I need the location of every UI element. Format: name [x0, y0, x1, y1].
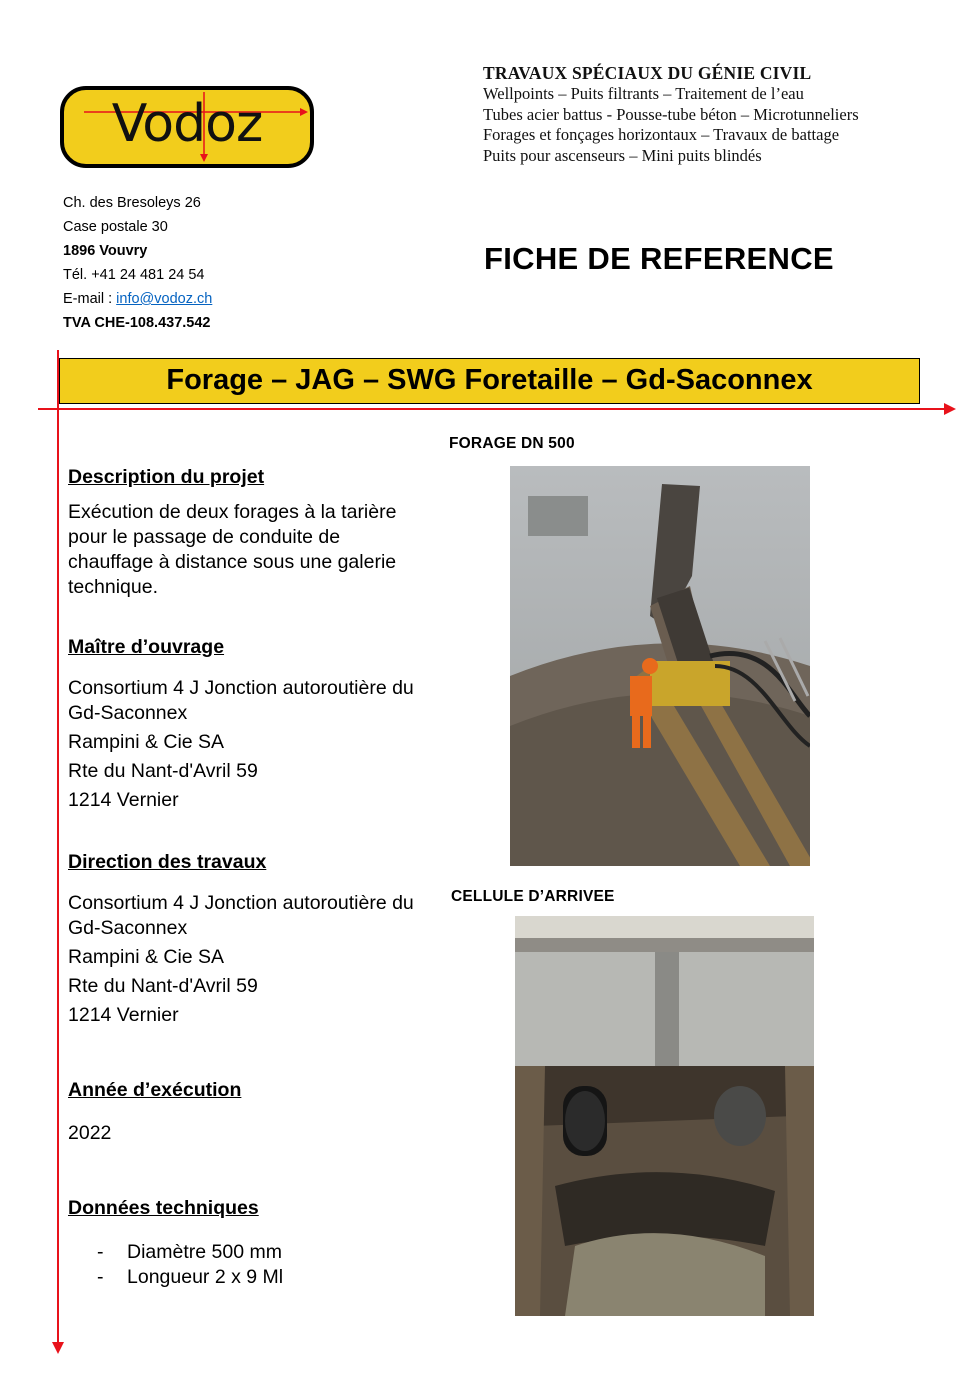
direction-line: 1214 Vernier — [68, 1004, 179, 1026]
owner-line: Rampini & Cie SA — [68, 731, 225, 753]
technical-item — [97, 1240, 283, 1265]
address-city: 1896 Vouvry — [63, 243, 148, 259]
owner-line: Consortium 4 J Jonction autoroutière du Gd-Saconnex — [68, 677, 414, 724]
services-line: Puits pour ascenseurs – Mini puits blindés — [483, 145, 762, 165]
description-heading: Description du projet — [68, 466, 265, 488]
owner-line: Rte du Nant-d'Avril 59 — [68, 760, 258, 782]
services-line: Wellpoints – Puits filtrants – Traitement de l’eau — [483, 84, 804, 103]
logo-text: Vodoz — [111, 94, 263, 154]
year-value: 2022 — [68, 1122, 112, 1144]
down-arrow-icon — [52, 1342, 64, 1354]
year-heading: Année d’exécution — [68, 1079, 242, 1101]
project-title-band: Forage – JAG – SWG Foretaille – Gd-Saconnex — [59, 358, 920, 404]
owner-line: 1214 Vernier — [68, 789, 179, 811]
services-line: Forages et fonçages horizontaux – Travaux de battage — [483, 125, 840, 144]
address-email-row — [63, 287, 212, 311]
red-vertical-line — [57, 350, 59, 1344]
direction-line: Rampini & Cie SA — [68, 946, 225, 968]
arrival-cell-photo — [515, 916, 814, 1316]
address-street: Ch. des Bresoleys 26 — [63, 195, 201, 211]
technical-item-text: Diamètre 500 mm — [127, 1241, 282, 1263]
services-title: TRAVAUX SPÉCIAUX DU GÉNIE CIVIL — [483, 63, 812, 83]
technical-heading-wrap — [68, 1196, 428, 1221]
direction-section — [68, 850, 428, 1028]
owner-section — [68, 635, 428, 813]
services-line: Tubes acier battus - Pousse-tube béton – Microtunneliers — [483, 104, 859, 124]
direction-line: Rte du Nant-d'Avril 59 — [68, 975, 258, 997]
email-label: E-mail : — [63, 291, 117, 307]
red-horizontal-line — [38, 408, 946, 410]
email-link[interactable]: info@vodoz.ch — [116, 291, 213, 307]
company-address — [63, 191, 212, 335]
top-photo-caption: FORAGE DN 500 — [449, 435, 575, 452]
right-arrow-icon — [944, 403, 956, 415]
description-section — [68, 465, 418, 600]
list-dash: - — [97, 1266, 104, 1288]
arrival-cell-photo-image — [515, 916, 814, 1316]
fiche-title: FICHE DE REFERENCE — [484, 241, 834, 276]
address-po-box: Case postale 30 — [63, 219, 168, 235]
address-vat: TVA CHE-108.437.542 — [63, 315, 211, 331]
owner-heading: Maître d’ouvrage — [68, 636, 225, 658]
drilling-photo-image — [510, 466, 810, 866]
technical-item — [97, 1265, 283, 1290]
technical-heading: Données techniques — [68, 1197, 259, 1219]
vodoz-logo — [60, 86, 314, 168]
description-text: Exécution de deux forages à la tarière pour le passage de conduite de chauffage à distance sous une galerie technique. — [68, 501, 397, 598]
technical-item-text: Longueur 2 x 9 Ml — [127, 1266, 284, 1288]
direction-line: Consortium 4 J Jonction autoroutière du Gd-Saconnex — [68, 892, 414, 939]
address-phone: Tél. +41 24 481 24 54 — [63, 267, 205, 283]
bottom-photo-caption: CELLULE D’ARRIVEE — [451, 888, 615, 905]
year-section — [68, 1078, 428, 1146]
drilling-photo — [510, 466, 810, 866]
list-dash: - — [97, 1241, 104, 1263]
services-header — [483, 62, 859, 166]
direction-heading: Direction des travaux — [68, 851, 267, 873]
technical-list — [97, 1240, 283, 1290]
